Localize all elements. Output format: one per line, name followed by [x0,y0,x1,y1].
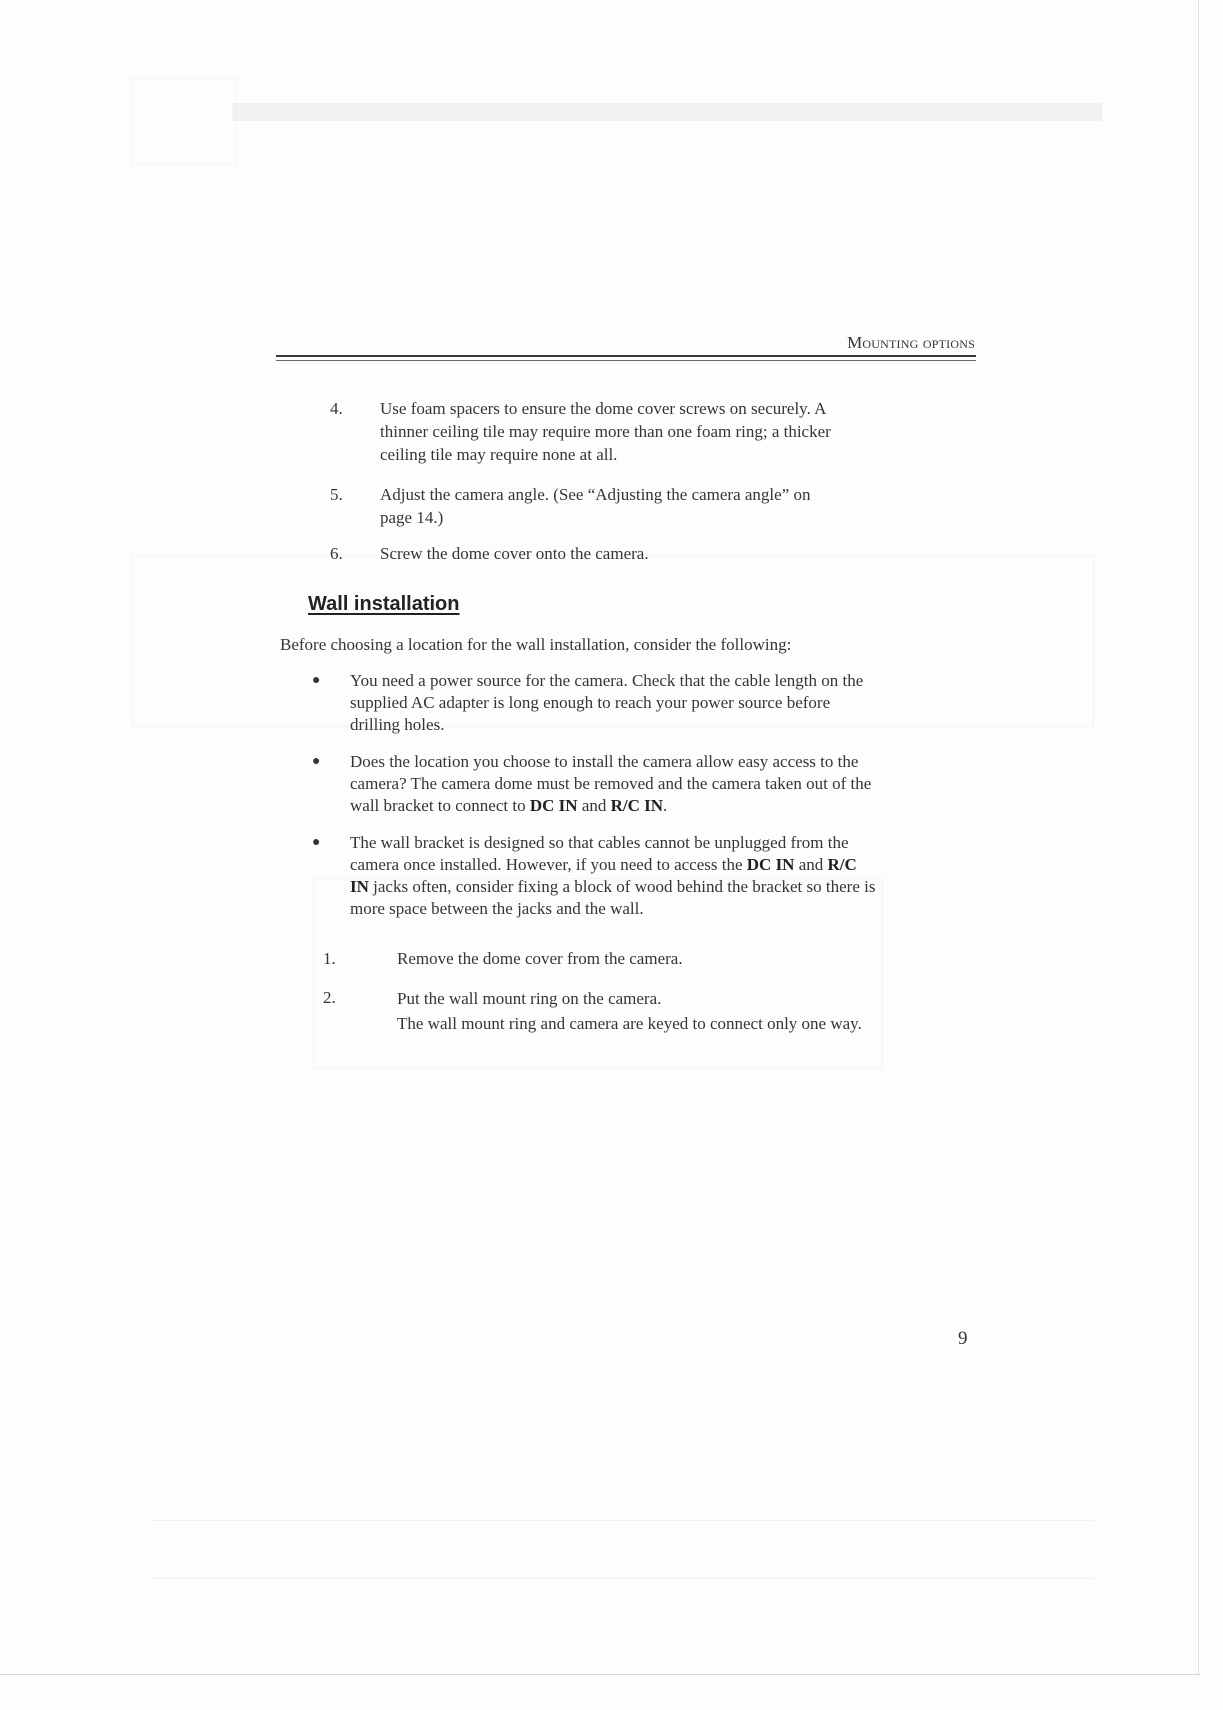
step-number: 6. [330,544,343,563]
header-section-label: Mounting options [847,333,975,352]
bullet-icon: ● [312,754,321,769]
running-header [760,333,975,353]
bullet-text [350,670,980,736]
jack-label-rc-in: R/C IN [610,796,664,815]
section-heading: Wall installation [308,593,460,615]
bullet-text-run: wall bracket to connect to [350,796,530,815]
bleed-through-footer-rule [150,1520,1095,1521]
step-line: ceiling tile may require none at all. [380,445,618,464]
step-line: Use foam spacers to ensure the dome cover screws on securely. A [380,399,827,418]
bullet-item-bracket [312,832,972,924]
bullet-text-run: camera once installed. However, if you need to access the [350,855,747,874]
bullet-line: camera? The camera dome must be removed and the camera taken out of the [350,774,872,793]
step-text [380,397,980,466]
bullet-line: drilling holes. [350,715,445,734]
bleed-through-band [232,103,1102,121]
step-line: The wall mount ring and camera are keyed to connect only one way. [397,1014,862,1033]
page-number: 9 [958,1328,968,1349]
bullet-text [350,832,980,920]
bullet-text-run: . [663,796,668,815]
bullet-line: supplied AC adapter is long enough to reach your power source before [350,693,831,712]
step-line: Screw the dome cover onto the camera. [380,544,649,563]
jack-label-dc-in: DC IN [746,855,795,874]
step-line: Adjust the camera angle. (See “Adjusting the camera angle” on [380,485,811,504]
step-line: Put the wall mount ring on the camera. [397,989,662,1008]
step-line: page 14.) [380,508,444,527]
bullet-text-run: and [794,855,828,874]
step-text [380,483,980,529]
bullet-line: more space between the jacks and the wall. [350,899,644,918]
section-intro: Before choosing a location for the wall installation, consider the following: [280,635,792,654]
bullet-text [350,751,980,817]
bullet-text-run: jacks often, consider fixing a block of wood behind the bracket so there is [368,877,876,896]
step-number: 4. [330,399,343,418]
bleed-through-logo [132,78,236,165]
bleed-through-footer-rule-2 [150,1578,1095,1579]
step-number: 1. [323,949,336,968]
bullet-text-run: and [577,796,611,815]
scan-edge-right [1198,0,1199,1674]
step-text [380,542,980,565]
bullet-line: Does the location you choose to install the camera allow easy access to the [350,752,859,771]
bullet-icon: ● [312,835,321,850]
step-text [397,986,977,1036]
jack-label-in: IN [350,877,369,896]
jack-label-rc: R/C [827,855,857,874]
step-number: 2. [323,988,336,1007]
header-rule-thin [276,360,976,361]
bullet-line [350,795,980,817]
step-line: Remove the dome cover from the camera. [397,949,683,968]
bullet-line [350,854,980,876]
header-rule-thick [276,355,976,357]
bullet-line [350,876,980,898]
bullet-item-power [312,670,972,740]
scan-edge-bottom [0,1674,1200,1675]
jack-label-dc-in: DC IN [529,796,578,815]
step-text [397,947,977,970]
bullet-line: You need a power source for the camera. Check that the cable length on the [350,671,864,690]
step-line: thinner ceiling tile may require more than one foam ring; a thicker [380,422,831,441]
bullet-item-access [312,751,972,821]
bullet-line: The wall bracket is designed so that cables cannot be unplugged from the [350,833,849,852]
bullet-icon: ● [312,673,321,688]
step-number: 5. [330,485,343,504]
